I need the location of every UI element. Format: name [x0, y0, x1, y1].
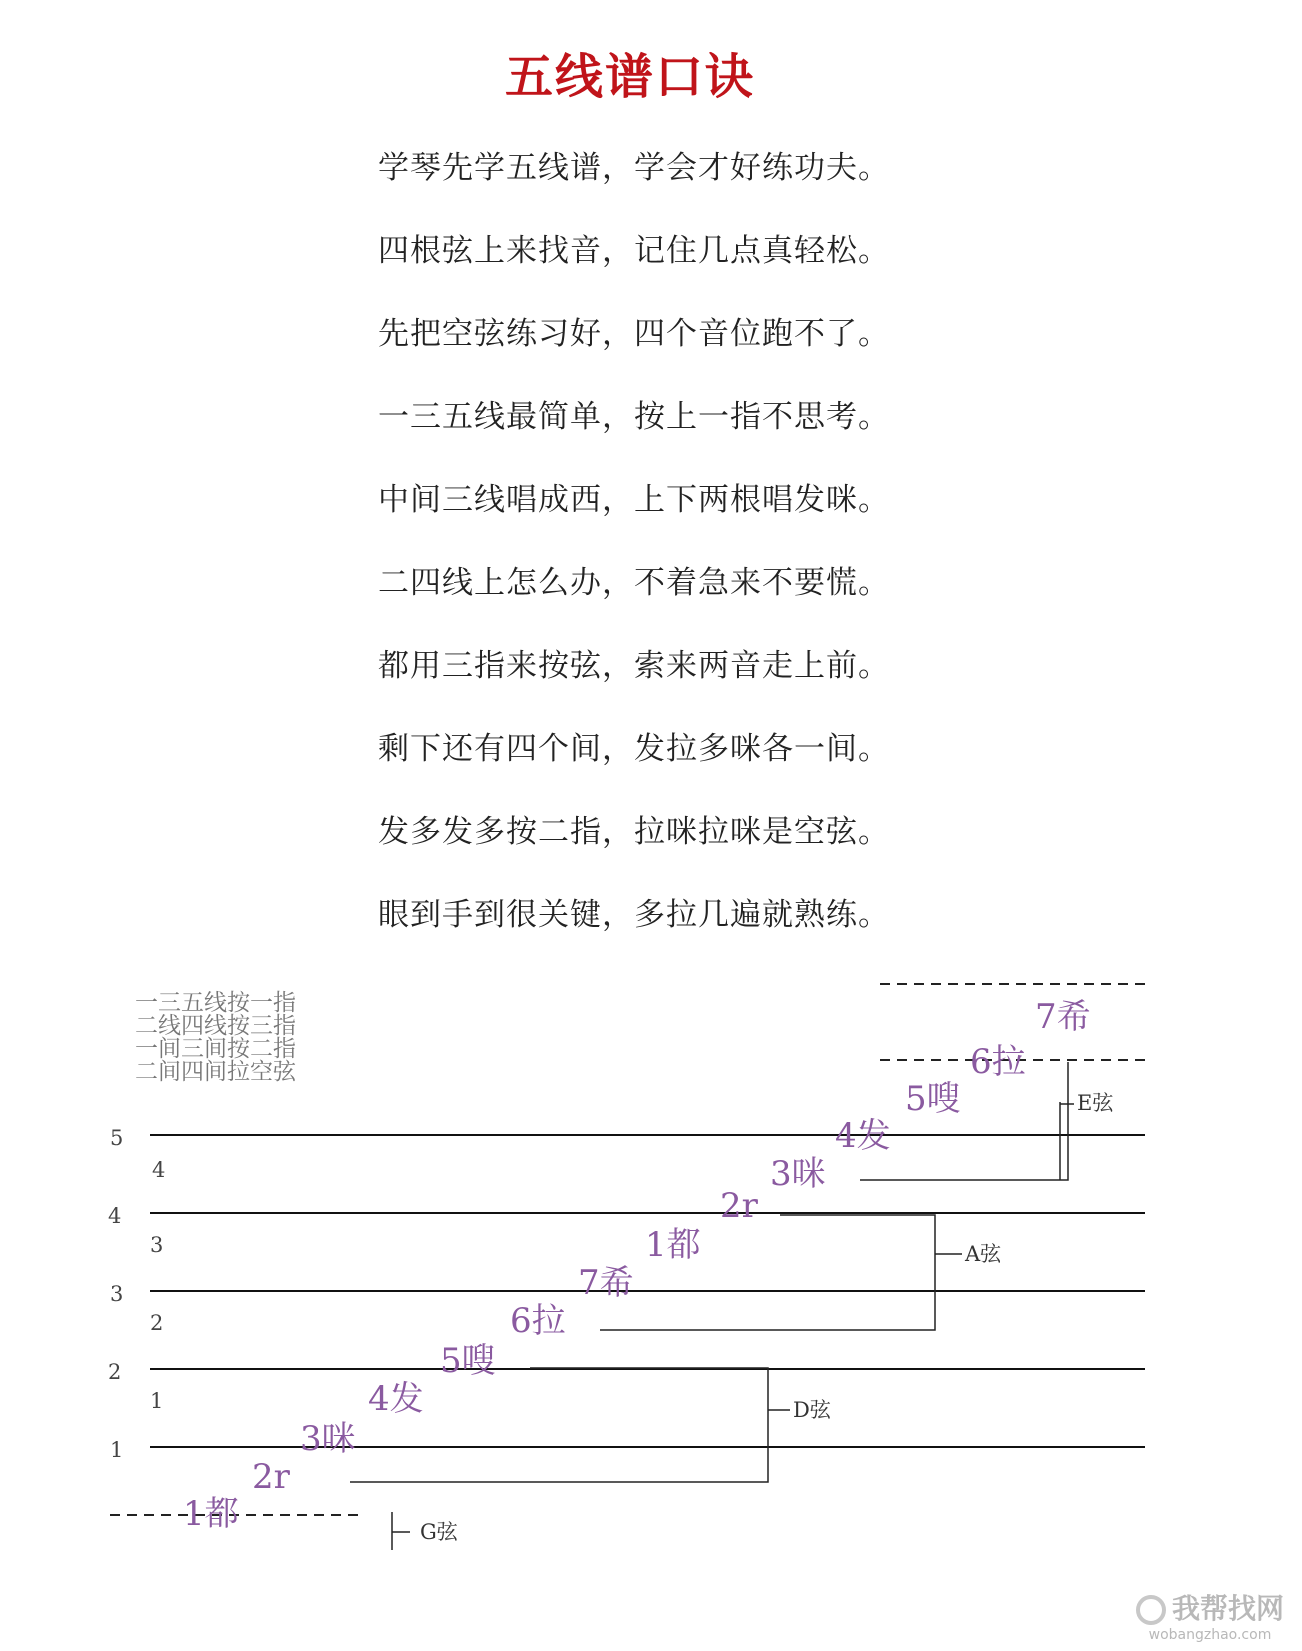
bracket-e	[860, 1062, 1074, 1180]
poem-line: 发多发多按二指，拉咪拉咪是空弦。	[378, 814, 890, 850]
note-label: 3咪	[770, 1154, 826, 1194]
string-label-g: G弦	[420, 1520, 458, 1544]
poem-line: 都用三指来按弦，索来两音走上前。	[378, 648, 890, 684]
tip-line: 二线四线按三指	[135, 1013, 296, 1039]
space-number: 3	[150, 1233, 164, 1257]
string-label-e: E弦	[1077, 1091, 1114, 1115]
space-number: 4	[152, 1158, 166, 1182]
note-label: 1都	[183, 1494, 239, 1534]
line-number: 2	[108, 1360, 122, 1384]
note-label: 4发	[368, 1379, 424, 1419]
note-label: 2r	[252, 1457, 290, 1497]
watermark-url: wobangzhao.com	[1148, 1627, 1272, 1643]
string-label-a: A弦	[965, 1242, 1002, 1266]
space-number: 2	[150, 1311, 164, 1335]
note-label: 7希	[578, 1263, 634, 1303]
line-number: 4	[108, 1204, 122, 1228]
poem-line: 学琴先学五线谱，学会才好练功夫。	[378, 150, 890, 186]
note-label: 4发	[835, 1116, 891, 1156]
poem-line: 四根弦上来找音，记住几点真轻松。	[378, 233, 890, 269]
poem	[378, 148, 890, 978]
line-number: 3	[110, 1282, 124, 1306]
note-label: 5嗖	[440, 1341, 496, 1381]
note-label: 5嗖	[905, 1079, 961, 1119]
page-title: 五线谱口诀	[504, 49, 755, 105]
note-label: 6拉	[510, 1301, 566, 1341]
watermark-name: 我帮找网	[1171, 1592, 1284, 1625]
bracket-g	[392, 1512, 410, 1550]
tip-line: 一三五线按一指	[135, 990, 296, 1016]
watermark	[1136, 1587, 1284, 1643]
tip-line: 一间三间按二指	[135, 1036, 296, 1062]
poem-line: 先把空弦练习好，四个音位跑不了。	[378, 316, 890, 352]
tip-line: 二间四间拉空弦	[135, 1059, 296, 1085]
poem-line: 一三五线最简单，按上一指不思考。	[378, 399, 890, 435]
poem-line: 中间三线唱成西，上下两根唱发咪。	[378, 482, 890, 518]
space-number: 1	[150, 1389, 164, 1413]
line-number: 5	[110, 1126, 124, 1150]
note-label: 1都	[645, 1225, 701, 1265]
note-label: 2r	[720, 1186, 758, 1226]
note-label: 3咪	[300, 1419, 356, 1459]
magnifier-icon	[1136, 1595, 1166, 1625]
poem-line: 剩下还有四个间，发拉多咪各一间。	[378, 731, 890, 767]
note-label: 7希	[1035, 997, 1091, 1037]
line-number: 1	[110, 1438, 124, 1462]
poem-line: 眼到手到很关键，多拉几遍就熟练。	[378, 897, 890, 933]
note-label: 6拉	[970, 1042, 1026, 1082]
poem-line: 二四线上怎么办，不着急来不要慌。	[378, 565, 890, 601]
string-label-d: D弦	[793, 1398, 831, 1422]
staff-diagram	[0, 980, 1260, 1651]
